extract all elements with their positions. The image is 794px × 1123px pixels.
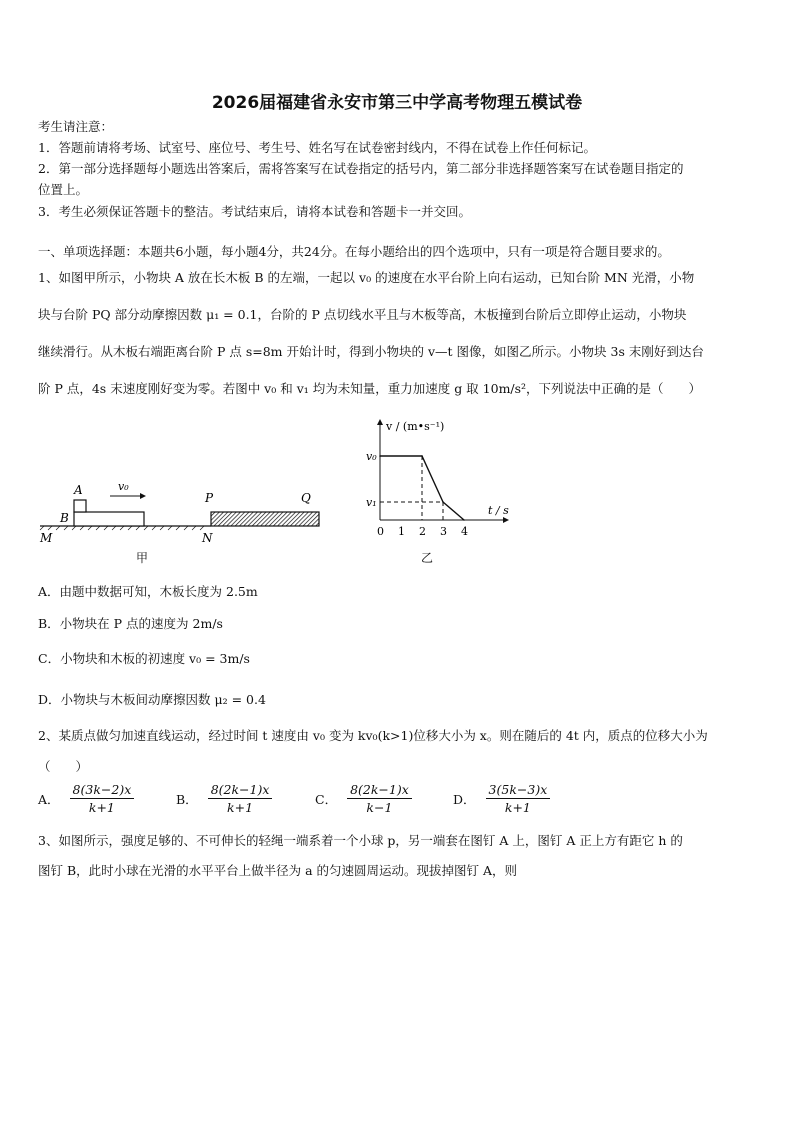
label-q: Q — [301, 491, 311, 505]
board-b — [74, 512, 144, 526]
notice-item-1: 1．答题前请将考场、试室号、座位号、考生号、姓名写在试卷密封线内，不得在试卷上作任何标记。 — [38, 140, 596, 155]
option-fraction: $\frac{3(5k-3)x}{k+1}$ — [486, 782, 551, 815]
x-tick-label: 4 — [461, 525, 468, 538]
label-v1: v₁ — [366, 496, 377, 509]
q1-line-2: 块与台阶 PQ 部分动摩擦因数 μ₁ = 0.1，台阶的 P 点切线水平且与木板等高，木板撞到台阶后立即停止运动，小物块 — [38, 307, 687, 322]
q2-option-c[interactable] — [315, 782, 412, 815]
y-axis-label: v / (m•s⁻¹) — [386, 420, 445, 433]
q1-option-d[interactable]: D．小物块与木板间动摩擦因数 μ₂ = 0.4 — [38, 692, 266, 707]
x-tick-label: 3 — [440, 525, 447, 538]
label-v0: v₀ — [118, 480, 129, 493]
label-p: P — [205, 491, 214, 505]
caption-yi: 乙 — [421, 551, 434, 565]
option-fraction: $\frac{8(2k-1)x}{k-1}$ — [347, 782, 412, 815]
option-fraction: $\frac{8(3k-2)x}{k+1}$ — [70, 782, 135, 815]
vt-point — [442, 501, 444, 503]
notice-item-3: 3．考生必须保证答题卡的整洁。考试结束后，请将本试卷和答题卡一并交回。 — [38, 204, 471, 219]
q1-line-1: 1、如图甲所示，小物块 A 放在长木板 B 的左端，一起以 v₀ 的速度在水平台阶上向右运动，已知台阶 MN 光滑，小物 — [38, 270, 695, 285]
vt-point — [463, 519, 465, 521]
x-tick-label: 1 — [398, 525, 405, 538]
q2-option-b[interactable] — [176, 782, 272, 815]
q2-line-2: （ ） — [38, 759, 89, 774]
label-m: M — [40, 531, 53, 545]
option-letter: D． — [453, 791, 476, 807]
step-pq — [211, 512, 319, 526]
x-axis-label: t / s — [488, 504, 509, 517]
q2-option-d[interactable] — [453, 782, 550, 815]
notice-heading: 考生请注意： — [38, 119, 114, 134]
section-heading: 一、单项选择题：本题共6小题，每小题4分，共24分。在每小题给出的四个选项中，只有一项是符合题目要求的。 — [38, 244, 670, 259]
option-letter: B． — [176, 791, 198, 807]
q1-line-4: 阶 P 点，4s 末速度刚好变为零。若图中 v₀ 和 v₁ 均为未知量，重力加速度 g 取 10m/s²，下列说法中正确的是（ ） — [38, 381, 702, 396]
x-tick-label: 2 — [419, 525, 426, 538]
option-letter: A． — [38, 791, 60, 807]
notice-item-2: 2．第一部分选择题每小题选出答案后，需将答案写在试卷指定的括号内，第二部分非选择题答案写在试卷题目指定的 — [38, 161, 684, 176]
option-fraction: $\frac{8(2k-1)x}{k+1}$ — [208, 782, 273, 815]
notice-item-2-cont: 位置上。 — [38, 182, 89, 197]
block-a — [74, 500, 86, 512]
label-a: A — [74, 483, 83, 497]
label-b: B — [60, 511, 69, 525]
caption-jia: 甲 — [136, 551, 149, 565]
label-n: N — [202, 531, 213, 545]
q3-line-1: 3、如图所示，强度足够的、不可伸长的轻绳一端系着一个小球 p，另一端套在图钉 A 上，图钉 A 正上方有距它 h 的 — [38, 833, 683, 848]
figure-jia — [36, 470, 336, 550]
q1-option-c[interactable]: C．小物块和木板的初速度 v₀ = 3m/s — [38, 651, 250, 666]
q1-option-a[interactable]: A．由题中数据可知，木板长度为 2.5m — [38, 584, 258, 599]
vt-point — [379, 455, 381, 457]
q2-option-a[interactable] — [38, 782, 134, 815]
x-tick-label: 0 — [377, 525, 384, 538]
q1-option-b[interactable]: B．小物块在 P 点的速度为 2m/s — [38, 616, 223, 631]
q3-line-2: 图钉 B，此时小球在光滑的水平平台上做半径为 a 的匀速圆周运动。现拔掉图钉 A，则 — [38, 863, 518, 878]
q2-line-1: 2、某质点做匀加速直线运动，经过时间 t 速度由 v₀ 变为 kv₀(k>1)位移大小为 x。则在随后的 4t 内，质点的位移大小为 — [38, 728, 708, 743]
label-v0: v₀ — [366, 450, 377, 463]
page-title: 2026届福建省永安市第三中学高考物理五模试卷 — [211, 93, 583, 113]
vt-point — [421, 455, 423, 457]
q1-line-3: 继续滑行。从木板右端距离台阶 P 点 s=8m 开始计时，得到小物块的 v—t 图像，如图乙所示。小物块 3s 末刚好到达台 — [38, 344, 704, 359]
figure-yi-vt-graph — [350, 414, 520, 544]
option-letter: C． — [315, 791, 338, 807]
